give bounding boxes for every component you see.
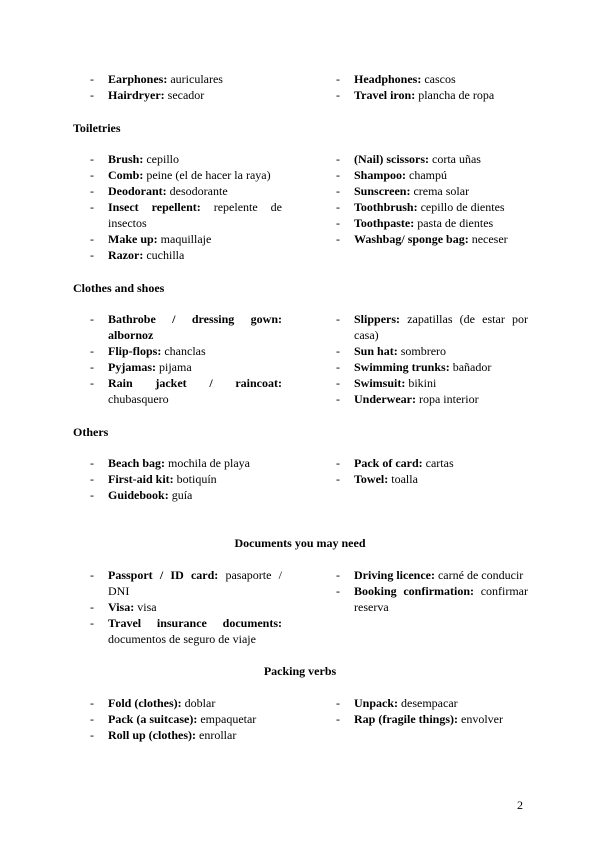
vocab-item bbox=[336, 391, 528, 407]
bullet-dash: - bbox=[90, 376, 94, 390]
vocab-term: Hairdryer: bbox=[108, 88, 165, 102]
vocab-item bbox=[90, 311, 282, 343]
vocab-item bbox=[90, 471, 282, 487]
bullet-dash: - bbox=[90, 360, 94, 374]
vocab-term: Razor: bbox=[108, 248, 144, 262]
vocab-translation: chubasquero bbox=[108, 392, 169, 406]
vocab-item bbox=[336, 311, 528, 343]
vocab-term: First-aid kit: bbox=[108, 472, 174, 486]
vocab-item bbox=[90, 87, 282, 103]
vocab-translation: champú bbox=[406, 168, 448, 182]
vocab-translation: empaquetar bbox=[197, 712, 257, 726]
bullet-dash: - bbox=[90, 184, 94, 198]
verbs-left-list bbox=[90, 695, 282, 743]
vocab-translation: desodorante bbox=[166, 184, 228, 198]
vocab-item bbox=[90, 231, 282, 247]
vocab-item bbox=[90, 615, 282, 647]
vocab-translation: carné de conducir bbox=[434, 568, 524, 582]
vocab-item bbox=[336, 375, 528, 391]
bullet-dash: - bbox=[90, 456, 94, 470]
vocab-translation: peine (el de hacer la raya) bbox=[143, 168, 271, 182]
heading-documents: Documents you may need bbox=[234, 536, 366, 550]
vocab-item bbox=[90, 487, 282, 503]
vocab-translation: mochila de playa bbox=[165, 456, 250, 470]
bullet-dash: - bbox=[336, 200, 340, 214]
vocab-translation: visa bbox=[134, 600, 157, 614]
gadgets-right-list bbox=[336, 71, 528, 103]
bullet-dash: - bbox=[90, 488, 94, 502]
bullet-dash: - bbox=[336, 184, 340, 198]
vocab-translation: cepillo bbox=[143, 152, 179, 166]
vocab-item bbox=[90, 247, 282, 263]
vocab-translation: corta uñas bbox=[429, 152, 481, 166]
bullet-dash: - bbox=[90, 712, 94, 726]
bullet-dash: - bbox=[90, 88, 94, 102]
vocab-term: Swimming trunks: bbox=[354, 360, 450, 374]
vocab-term: (Nail) scissors: bbox=[354, 152, 429, 166]
vocab-translation: cartas bbox=[422, 456, 454, 470]
vocab-item bbox=[90, 183, 282, 199]
vocab-translation: neceser bbox=[468, 232, 508, 246]
vocab-term: Underwear: bbox=[354, 392, 416, 406]
toiletries-right-list bbox=[336, 151, 528, 247]
vocab-translation: envolver bbox=[458, 712, 503, 726]
vocab-term: Sun hat: bbox=[354, 344, 398, 358]
vocab-item bbox=[90, 455, 282, 471]
vocab-item bbox=[90, 695, 282, 711]
toiletries-left-list bbox=[90, 151, 282, 263]
vocab-translation: pijama bbox=[156, 360, 192, 374]
vocab-term: Bathrobe / dressing gown: albornoz bbox=[108, 312, 282, 342]
gadgets-left-list bbox=[90, 71, 282, 103]
vocab-term: Visa: bbox=[108, 600, 135, 614]
vocab-translation: pasta de dientes bbox=[414, 216, 494, 230]
vocab-item bbox=[336, 231, 528, 247]
vocab-term: Shampoo: bbox=[354, 168, 407, 182]
bullet-dash: - bbox=[90, 312, 94, 326]
vocab-translation: maquillaje bbox=[157, 232, 212, 246]
vocab-term: Comb: bbox=[108, 168, 144, 182]
vocab-translation: bikini bbox=[405, 376, 437, 390]
vocab-item bbox=[90, 711, 282, 727]
bullet-dash: - bbox=[336, 472, 340, 486]
bullet-dash: - bbox=[336, 360, 340, 374]
vocab-term: Make up: bbox=[108, 232, 158, 246]
documents-right-list bbox=[336, 567, 528, 615]
vocab-term: Slippers: bbox=[354, 312, 401, 326]
vocab-term: Headphones: bbox=[354, 72, 422, 86]
vocab-term: Washbag/ sponge bag: bbox=[354, 232, 469, 246]
vocab-term: Travel insurance documents: bbox=[108, 616, 282, 630]
bullet-dash: - bbox=[336, 72, 340, 86]
vocab-translation: cuchilla bbox=[143, 248, 185, 262]
bullet-dash: - bbox=[336, 312, 340, 326]
vocab-term: Travel iron: bbox=[354, 88, 416, 102]
vocab-item bbox=[336, 343, 528, 359]
vocab-translation: documentos de seguro de viaje bbox=[108, 632, 256, 646]
vocab-item bbox=[336, 215, 528, 231]
bullet-dash: - bbox=[90, 72, 94, 86]
vocab-item bbox=[336, 471, 528, 487]
vocab-term: Rap (fragile things): bbox=[354, 712, 458, 726]
vocab-item bbox=[90, 167, 282, 183]
bullet-dash: - bbox=[90, 616, 94, 630]
vocab-item bbox=[336, 711, 528, 727]
vocab-term: Fold (clothes): bbox=[108, 696, 182, 710]
vocab-term: Sunscreen: bbox=[354, 184, 411, 198]
bullet-dash: - bbox=[336, 376, 340, 390]
bullet-dash: - bbox=[336, 696, 340, 710]
vocab-term: Toothpaste: bbox=[354, 216, 415, 230]
vocab-item bbox=[90, 727, 282, 743]
heading-packing-verbs: Packing verbs bbox=[263, 664, 337, 678]
vocab-translation: secador bbox=[164, 88, 205, 102]
vocab-item bbox=[336, 359, 528, 375]
bullet-dash: - bbox=[90, 168, 94, 182]
vocab-term: Swimsuit: bbox=[354, 376, 406, 390]
bullet-dash: - bbox=[90, 200, 94, 214]
vocab-item bbox=[336, 87, 528, 103]
bullet-dash: - bbox=[90, 568, 94, 582]
clothes-left-list bbox=[90, 311, 282, 407]
vocab-translation: pasaporte / DNI bbox=[108, 568, 282, 598]
vocab-translation: plancha de ropa bbox=[415, 88, 495, 102]
clothes-right-list bbox=[336, 311, 528, 407]
vocab-term: Driving licence: bbox=[354, 568, 435, 582]
bullet-dash: - bbox=[336, 168, 340, 182]
vocab-item bbox=[90, 359, 282, 375]
vocab-item bbox=[336, 695, 528, 711]
vocab-item bbox=[336, 567, 528, 583]
vocab-term: Unpack: bbox=[354, 696, 399, 710]
bullet-dash: - bbox=[90, 472, 94, 486]
vocab-item bbox=[336, 167, 528, 183]
vocab-item bbox=[90, 567, 282, 599]
vocab-term: Towel: bbox=[354, 472, 389, 486]
vocab-translation: repelente de insectos bbox=[108, 200, 283, 230]
others-right-list bbox=[336, 455, 528, 487]
vocab-translation: chanclas bbox=[161, 344, 206, 358]
vocab-translation: ropa interior bbox=[415, 392, 479, 406]
bullet-dash: - bbox=[336, 712, 340, 726]
bullet-dash: - bbox=[336, 568, 340, 582]
vocab-translation: auriculares bbox=[167, 72, 223, 86]
vocab-item bbox=[90, 375, 282, 407]
vocab-item bbox=[336, 183, 528, 199]
heading-others: Others bbox=[73, 425, 109, 439]
vocab-item bbox=[90, 343, 282, 359]
vocab-item bbox=[90, 199, 282, 231]
vocab-translation: crema solar bbox=[410, 184, 470, 198]
bullet-dash: - bbox=[90, 728, 94, 742]
vocab-translation: bañador bbox=[449, 360, 492, 374]
bullet-dash: - bbox=[336, 88, 340, 102]
bullet-dash: - bbox=[90, 248, 94, 262]
vocab-item bbox=[336, 199, 528, 215]
vocab-item bbox=[90, 599, 282, 615]
vocab-term: Booking confirmation: bbox=[354, 584, 475, 598]
bullet-dash: - bbox=[336, 216, 340, 230]
vocab-translation: zapatillas (de estar por casa) bbox=[354, 312, 528, 342]
vocab-term: Insect repellent: bbox=[108, 200, 201, 214]
vocab-term: Flip-flops: bbox=[108, 344, 162, 358]
vocab-item bbox=[336, 71, 528, 87]
vocab-term: Pack of card: bbox=[354, 456, 423, 470]
bullet-dash: - bbox=[336, 232, 340, 246]
vocab-translation: doblar bbox=[181, 696, 216, 710]
bullet-dash: - bbox=[90, 600, 94, 614]
vocab-item bbox=[90, 71, 282, 87]
vocab-translation: confirmar reserva bbox=[354, 584, 528, 614]
vocab-translation: guía bbox=[168, 488, 193, 502]
vocab-term: Rain jacket / raincoat: bbox=[108, 376, 282, 390]
vocab-translation: toalla bbox=[388, 472, 418, 486]
vocab-item bbox=[90, 151, 282, 167]
vocab-translation: cascos bbox=[421, 72, 456, 86]
verbs-right-list bbox=[336, 695, 528, 727]
others-left-list bbox=[90, 455, 282, 503]
vocab-term: Roll up (clothes): bbox=[108, 728, 196, 742]
bullet-dash: - bbox=[336, 392, 340, 406]
vocab-item bbox=[336, 151, 528, 167]
vocab-translation: botiquín bbox=[173, 472, 217, 486]
vocab-translation: enrollar bbox=[196, 728, 237, 742]
bullet-dash: - bbox=[90, 344, 94, 358]
bullet-dash: - bbox=[336, 152, 340, 166]
vocab-term: Deodorant: bbox=[108, 184, 167, 198]
bullet-dash: - bbox=[336, 344, 340, 358]
bullet-dash: - bbox=[90, 232, 94, 246]
vocab-term: Brush: bbox=[108, 152, 144, 166]
documents-left-list bbox=[90, 567, 282, 647]
vocab-translation: cepillo de dientes bbox=[417, 200, 505, 214]
vocab-term: Beach bag: bbox=[108, 456, 165, 470]
heading-clothes: Clothes and shoes bbox=[73, 281, 165, 295]
vocab-term: Guidebook: bbox=[108, 488, 169, 502]
bullet-dash: - bbox=[90, 696, 94, 710]
bullet-dash: - bbox=[90, 152, 94, 166]
vocab-item bbox=[336, 583, 528, 615]
bullet-dash: - bbox=[336, 456, 340, 470]
vocab-item bbox=[336, 455, 528, 471]
vocab-term: Pyjamas: bbox=[108, 360, 156, 374]
vocab-translation: desempacar bbox=[398, 696, 458, 710]
vocab-term: Earphones: bbox=[108, 72, 168, 86]
vocab-term: Passport / ID card: bbox=[108, 568, 219, 582]
bullet-dash: - bbox=[336, 584, 340, 598]
heading-toiletries: Toiletries bbox=[73, 121, 121, 135]
vocab-term: Pack (a suitcase): bbox=[108, 712, 198, 726]
vocab-translation: sombrero bbox=[397, 344, 447, 358]
vocab-term: Toothbrush: bbox=[354, 200, 418, 214]
page-number: 2 bbox=[517, 798, 523, 812]
